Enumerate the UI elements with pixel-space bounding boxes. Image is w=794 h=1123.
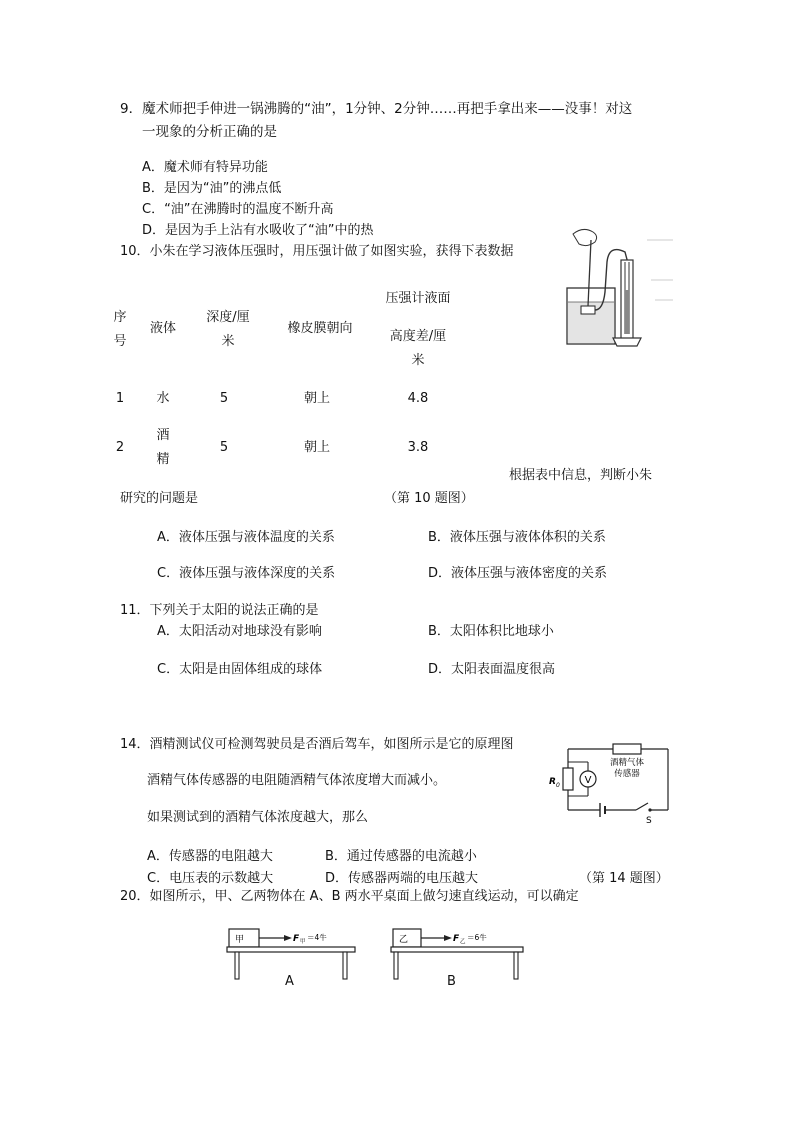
q10-stem: 10．小朱在学习液体压强时，用压强计做了如图实验，获得下表数据 — [120, 244, 514, 259]
table-header-depth-2: 米 — [221, 334, 235, 349]
table-header-diff-1: 压强计液面 — [385, 291, 451, 306]
q14-stem-line2: 酒精气体传感器的电阻随酒精气体浓度增大而减小。 — [147, 773, 447, 788]
q14-figure-caption: （第 14 题图） — [579, 871, 669, 886]
q14-stem-line3: 如果测试到的酒精气体浓度越大，那么 — [147, 810, 369, 825]
table-header-no-1: 序 — [113, 310, 127, 325]
q9-option-d: D．是因为手上沾有水吸收了“油”中的热 — [142, 223, 374, 238]
q20-stem: 20．如图所示，甲、乙两物体在 A、B 两水平桌面上做匀速直线运动，可以确定 — [120, 889, 579, 904]
table-cell-diff: 4.8 — [407, 391, 429, 406]
sensor-resistor — [613, 744, 641, 754]
table-header-diff-3: 米 — [411, 353, 425, 368]
q9-option-a: A．魔术师有特异功能 — [142, 160, 268, 175]
switch-icon — [636, 803, 648, 810]
r0-resistor — [563, 768, 573, 790]
table-header-diff-2: 高度差/厘 — [389, 329, 447, 344]
q10-question-tail: 研究的问题是 — [120, 491, 199, 506]
table-cell-liquid: 酒 — [156, 428, 170, 443]
switch-label: S — [646, 816, 652, 826]
table-header-depth-1: 深度/厘 — [206, 310, 250, 325]
q9-stem-line2: 一现象的分析正确的是 — [142, 124, 277, 140]
q14-stem-line1: 14．酒精测试仪可检测驾驶员是否酒后驾车，如图所示是它的原理图 — [120, 737, 514, 752]
q14-option-a: A．传感器的电阻越大 — [147, 849, 273, 864]
r0-subscript: 0 — [556, 782, 560, 789]
force-a-subscript: 甲 — [300, 939, 306, 945]
force-b-value: ＝6牛 — [467, 933, 487, 942]
q10-option-d: D．液体压强与液体密度的关系 — [428, 566, 608, 581]
table-cell-no: 1 — [115, 391, 125, 406]
force-a-value: ＝4牛 — [307, 933, 327, 942]
sensor-label-1: 酒精气体 — [609, 758, 645, 768]
r0-label: R — [549, 777, 556, 787]
q10-option-b: B．液体压强与液体体积的关系 — [428, 530, 606, 545]
force-a-symbol: F — [293, 934, 300, 944]
force-b-subscript: 乙 — [460, 939, 466, 945]
table-cell-liquid: 水 — [156, 391, 170, 406]
table-top-a — [227, 947, 355, 952]
table-cell-depth: 5 — [219, 391, 229, 406]
table-header-orientation: 橡皮膜朝向 — [287, 321, 353, 336]
q10-option-a: A．液体压强与液体温度的关系 — [157, 530, 335, 545]
sensor-label-2: 传感器 — [614, 769, 640, 779]
block-yi-label: 乙 — [399, 935, 409, 945]
table-cell-orientation: 朝上 — [303, 391, 330, 406]
alcohol-tester-circuit — [548, 740, 673, 824]
table-cell-orientation: 朝上 — [303, 440, 330, 455]
q10-option-c: C．液体压强与液体深度的关系 — [157, 566, 336, 581]
q11-stem: 11．下列关于太阳的说法正确的是 — [120, 603, 319, 618]
q14-option-d: D．传感器两端的电压越大 — [325, 871, 479, 886]
table-header-no-2: 号 — [113, 334, 127, 349]
voltmeter-label: V — [584, 775, 592, 786]
table-cell-depth: 5 — [219, 440, 229, 455]
force-b-symbol: F — [453, 934, 460, 944]
q11-option-d: D．太阳表面温度很高 — [428, 662, 556, 677]
q11-option-b: B．太阳体积比地球小 — [428, 624, 554, 639]
q10-judge-text: 根据表中信息，判断小朱 — [509, 468, 653, 483]
table-header-liquid: 液体 — [149, 321, 176, 336]
q11-option-c: C．太阳是由固体组成的球体 — [157, 662, 323, 677]
pressure-gauge-figure — [555, 222, 675, 347]
q20-figure-a-caption: A — [285, 974, 294, 989]
q10-figure-caption: （第 10 题图） — [384, 491, 474, 506]
block-jia-label: 甲 — [235, 935, 245, 945]
q14-option-c: C．电压表的示数越大 — [147, 871, 274, 886]
q20-figure-b — [390, 929, 525, 989]
q11-option-a: A．太阳活动对地球没有影响 — [157, 624, 322, 639]
q9-option-c: C．“油”在沸腾时的温度不断升高 — [142, 202, 334, 217]
q9-stem-line1: 9．魔术师把手伸进一锅沸腾的“油”，1分钟、2分钟……再把手拿出来——没事！对这 — [120, 101, 633, 117]
table-top-b — [391, 947, 523, 952]
table-cell-liquid: 精 — [156, 452, 170, 467]
q20-figure-b-caption: B — [447, 974, 456, 989]
table-cell-diff: 3.8 — [407, 440, 429, 455]
table-cell-no: 2 — [115, 440, 125, 455]
q14-option-b: B．通过传感器的电流越小 — [325, 849, 477, 864]
q9-option-b: B．是因为“油”的沸点低 — [142, 181, 282, 196]
